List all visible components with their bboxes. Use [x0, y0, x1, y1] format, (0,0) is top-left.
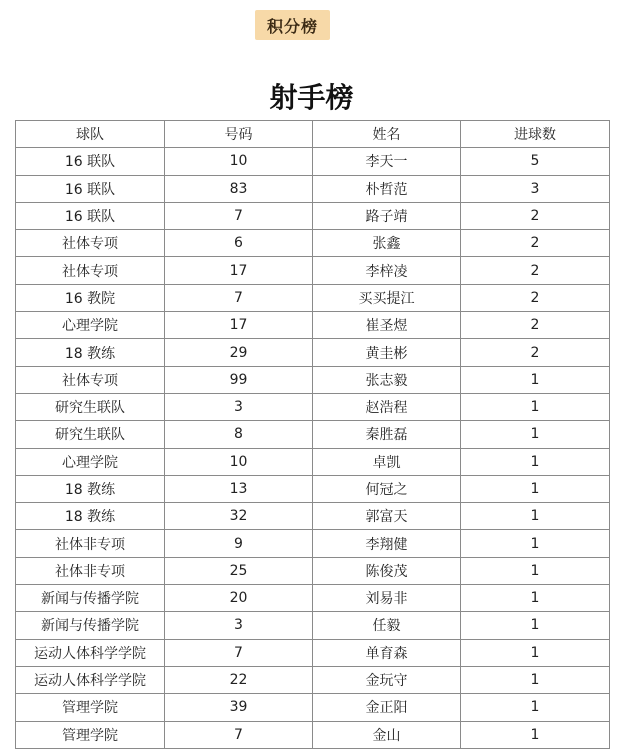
cell-goals: 2	[461, 257, 610, 284]
cell-number: 20	[165, 585, 313, 612]
cell-name: 金正阳	[313, 694, 461, 721]
cell-name: 买买提江	[313, 284, 461, 311]
cell-team: 社体专项	[16, 257, 165, 284]
cell-number: 39	[165, 694, 313, 721]
cell-name: 郭富天	[313, 503, 461, 530]
cell-goals: 3	[461, 175, 610, 202]
cell-team: 社体非专项	[16, 530, 165, 557]
table-row	[16, 230, 610, 257]
cell-team: 管理学院	[16, 694, 165, 721]
cell-team: 社体非专项	[16, 557, 165, 584]
cell-name: 张鑫	[313, 230, 461, 257]
cell-goals: 1	[461, 666, 610, 693]
cell-number: 3	[165, 393, 313, 420]
cell-goals: 1	[461, 448, 610, 475]
table-row	[16, 148, 610, 175]
cell-team: 运动人体科学学院	[16, 666, 165, 693]
cell-team: 管理学院	[16, 721, 165, 748]
table-row	[16, 694, 610, 721]
header-number: 号码	[165, 121, 313, 148]
cell-team: 研究生联队	[16, 393, 165, 420]
table-row	[16, 202, 610, 229]
cell-team: 16 联队	[16, 148, 165, 175]
cell-goals: 5	[461, 148, 610, 175]
cell-goals: 1	[461, 421, 610, 448]
cell-name: 陈俊茂	[313, 557, 461, 584]
cell-number: 29	[165, 339, 313, 366]
cell-name: 黄圭彬	[313, 339, 461, 366]
top-scorers-table	[15, 120, 610, 749]
cell-team: 16 联队	[16, 202, 165, 229]
cell-goals: 2	[461, 284, 610, 311]
cell-team: 心理学院	[16, 448, 165, 475]
table-row	[16, 448, 610, 475]
cell-name: 张志毅	[313, 366, 461, 393]
cell-number: 25	[165, 557, 313, 584]
cell-number: 3	[165, 612, 313, 639]
cell-name: 李天一	[313, 148, 461, 175]
cell-name: 路子靖	[313, 202, 461, 229]
header-team: 球队	[16, 121, 165, 148]
table-row	[16, 666, 610, 693]
cell-goals: 1	[461, 639, 610, 666]
cell-name: 李翔健	[313, 530, 461, 557]
table-row	[16, 393, 610, 420]
table-row	[16, 475, 610, 502]
cell-goals: 2	[461, 339, 610, 366]
cell-team: 心理学院	[16, 312, 165, 339]
table-row	[16, 612, 610, 639]
cell-name: 李梓凌	[313, 257, 461, 284]
cell-name: 卓凯	[313, 448, 461, 475]
cell-number: 7	[165, 202, 313, 229]
cell-goals: 1	[461, 557, 610, 584]
cell-name: 单育森	[313, 639, 461, 666]
cell-number: 13	[165, 475, 313, 502]
table-row	[16, 530, 610, 557]
cell-goals: 2	[461, 202, 610, 229]
cell-goals: 2	[461, 312, 610, 339]
cell-number: 7	[165, 721, 313, 748]
table-row	[16, 503, 610, 530]
cell-name: 金玩守	[313, 666, 461, 693]
cell-number: 9	[165, 530, 313, 557]
standings-tab-button[interactable]: 积分榜	[255, 10, 330, 40]
header-goals: 进球数	[461, 121, 610, 148]
table-row	[16, 312, 610, 339]
cell-team: 社体专项	[16, 366, 165, 393]
table-row	[16, 421, 610, 448]
table-row	[16, 366, 610, 393]
cell-team: 研究生联队	[16, 421, 165, 448]
table-row	[16, 721, 610, 748]
cell-goals: 1	[461, 721, 610, 748]
cell-number: 6	[165, 230, 313, 257]
cell-goals: 1	[461, 393, 610, 420]
table-header-row	[16, 121, 610, 148]
cell-name: 朴哲范	[313, 175, 461, 202]
cell-name: 任毅	[313, 612, 461, 639]
cell-goals: 1	[461, 503, 610, 530]
cell-team: 新闻与传播学院	[16, 612, 165, 639]
table-row	[16, 585, 610, 612]
table-row	[16, 339, 610, 366]
cell-name: 何冠之	[313, 475, 461, 502]
cell-number: 17	[165, 312, 313, 339]
cell-number: 22	[165, 666, 313, 693]
cell-goals: 1	[461, 530, 610, 557]
table-body	[16, 148, 610, 749]
cell-number: 7	[165, 639, 313, 666]
cell-number: 10	[165, 448, 313, 475]
cell-name: 赵浩程	[313, 393, 461, 420]
cell-name: 刘易非	[313, 585, 461, 612]
cell-name: 崔圣煜	[313, 312, 461, 339]
cell-goals: 1	[461, 694, 610, 721]
cell-number: 7	[165, 284, 313, 311]
cell-number: 17	[165, 257, 313, 284]
cell-team: 新闻与传播学院	[16, 585, 165, 612]
cell-team: 16 联队	[16, 175, 165, 202]
table-row	[16, 257, 610, 284]
cell-team: 18 教练	[16, 475, 165, 502]
cell-team: 18 教练	[16, 339, 165, 366]
cell-team: 16 教院	[16, 284, 165, 311]
cell-number: 83	[165, 175, 313, 202]
cell-number: 32	[165, 503, 313, 530]
cell-number: 8	[165, 421, 313, 448]
cell-team: 18 教练	[16, 503, 165, 530]
cell-goals: 1	[461, 585, 610, 612]
cell-team: 运动人体科学学院	[16, 639, 165, 666]
cell-number: 10	[165, 148, 313, 175]
page-title: 射手榜	[269, 81, 354, 114]
cell-team: 社体专项	[16, 230, 165, 257]
table-row	[16, 284, 610, 311]
cell-goals: 1	[461, 612, 610, 639]
cell-name: 秦胜磊	[313, 421, 461, 448]
table-row	[16, 175, 610, 202]
table-row	[16, 557, 610, 584]
cell-goals: 1	[461, 475, 610, 502]
cell-name: 金山	[313, 721, 461, 748]
cell-goals: 1	[461, 366, 610, 393]
table-row	[16, 639, 610, 666]
cell-number: 99	[165, 366, 313, 393]
cell-goals: 2	[461, 230, 610, 257]
header-name: 姓名	[313, 121, 461, 148]
